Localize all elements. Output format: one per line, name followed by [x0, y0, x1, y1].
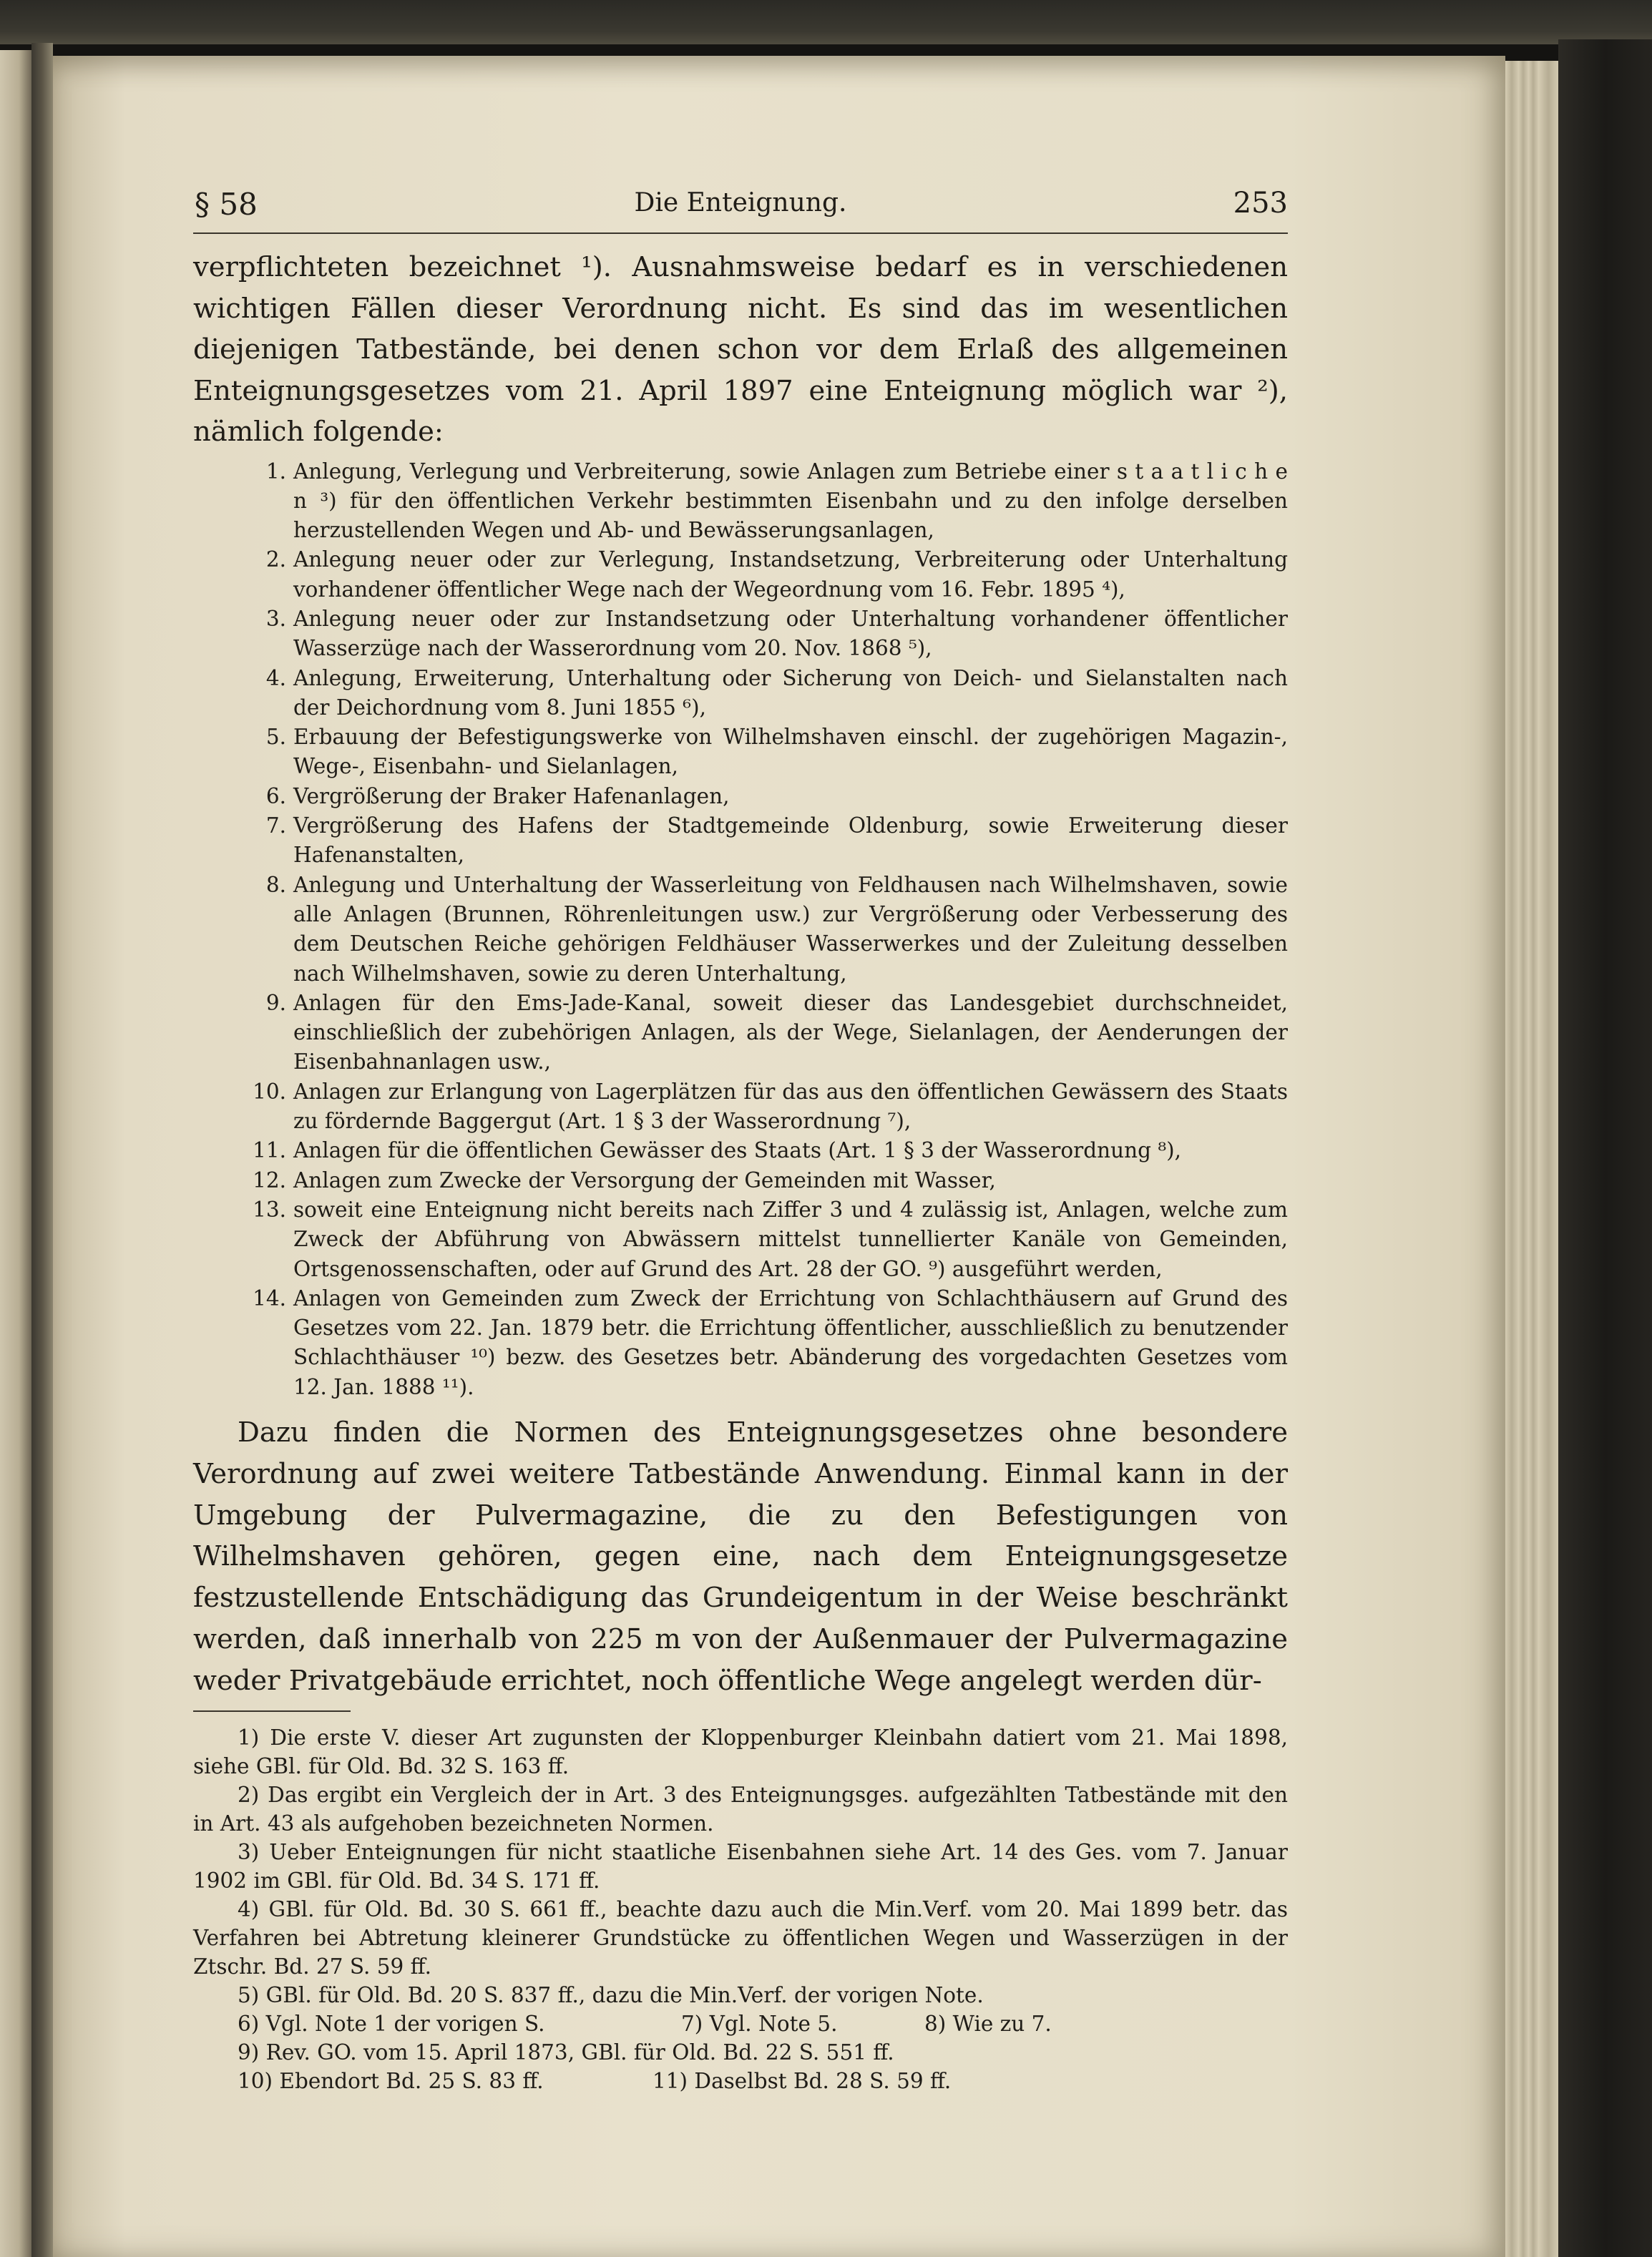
footnote: 10) Ebendort Bd. 25 S. 83 ff.	[238, 2068, 544, 2093]
intro-paragraph	[193, 247, 1288, 453]
item-number: 9.	[265, 990, 286, 1015]
item-number: 6.	[265, 783, 286, 808]
item-number: 14.	[253, 1286, 286, 1311]
item-number: 4.	[265, 665, 286, 690]
item-number: 8.	[265, 872, 286, 897]
footnote-rule	[193, 1710, 351, 1712]
footnote: 6) Vgl. Note 1 der vorigen S.	[238, 2011, 545, 2036]
footnote: 3) Ueber Enteignungen für nicht staatliche Eisenbahnen siehe Art. 14 des Ges. vom 7. Januar 1902 im GBl. für Old. Bd. 34 S. 171 ff.	[193, 1839, 1288, 1893]
item-text: soweit eine Enteignung nicht bereits nach Ziffer 3 und 4 zulässig ist, Anlagen, welche zum Zweck der Abführung von Abwässern mittelst tunnellierter Kanäle von Gemeinden, Ortsgenossenschaften, oder auf Grund des Art. 28 der GO. ⁹) ausgeführt werden,	[293, 1197, 1288, 1281]
item-text: Anlagen von Gemeinden zum Zweck der Errichtung von Schlachthäusern auf Grund des Gesetzes vom 22. Jan. 1879 betr. die Errichtung öffentlicher, ausschließlich zu benutzender Schlachthäuser ¹⁰) bezw. des Gesetzes betr. Abänderung des vorgedachten Gesetzes vom 12. Jan. 1888 ¹¹).	[293, 1286, 1288, 1399]
footnote: 1) Die erste V. dieser Art zugunsten der Kloppenburger Kleinbahn datiert vom 21. Mai 1898, siehe GBl. für Old. Bd. 32 S. 163 ff.	[193, 1725, 1288, 1778]
item-text: Vergrößerung des Hafens der Stadtgemeinde Oldenburg, sowie Erweiterung dieser Hafenanstalten,	[293, 813, 1288, 868]
item-number: 2.	[265, 547, 286, 572]
list-item	[193, 723, 1288, 782]
item-number: 7.	[265, 813, 286, 838]
page-edge	[1528, 61, 1538, 2257]
book-gutter	[31, 43, 53, 2257]
item-text: Anlagen für den Ems-Jade-Kanal, soweit dieser das Landesgebiet durchschneidet, einschließlich der zubehörigen Anlagen, als der Wege, Sielanlagen, der Aenderungen der Eisenbahnanlagen usw.,	[293, 990, 1288, 1074]
list-item	[193, 545, 1288, 604]
item-text: Erbauung der Befestigungswerke von Wilhelmshaven einschl. der zugehörigen Magazin-, Wege-, Eisenbahn- und Sielanlagen,	[293, 725, 1288, 779]
item-text: Anlegung, Verlegung und Verbreiterung, sowie Anlagen zum Betriebe einer s t a a t l i c h e n ³) für den öffentlichen Verkehr bestimmten Eisenbahn und zu den infolge derselben herzustellenden Wegen und Ab- und Bewässerungsanlagen,	[293, 459, 1288, 543]
facing-page-edge	[0, 50, 31, 2257]
item-number: 13.	[253, 1197, 286, 1222]
list-item	[193, 664, 1288, 723]
list-item	[193, 782, 1288, 811]
item-text: Vergrößerung der Braker Hafenanlagen,	[293, 783, 730, 808]
book-cover-top	[0, 0, 1652, 44]
footnote: 4) GBl. für Old. Bd. 30 S. 661 ff., beachte dazu auch die Min.Verf. vom 20. Mai 1899 betr. das Verfahren bei Abtretung kleinerer Grundstücke zu öffentlichen Wegen und Wasserzügen in der Ztschr. Bd. 27 S. 59 ff.	[193, 1896, 1288, 1979]
item-text: Anlagen zum Zwecke der Versorgung der Gemeinden mit Wasser,	[293, 1167, 996, 1193]
footnote: 5) GBl. für Old. Bd. 20 S. 837 ff., dazu die Min.Verf. der vorigen Note.	[238, 1982, 984, 2007]
list-item	[193, 871, 1288, 989]
list-item	[193, 811, 1288, 871]
item-text: Anlegung und Unterhaltung der Wasserleitung von Feldhausen nach Wilhelmshaven, sowie alle Anlagen (Brunnen, Röhrenleitungen usw.) zur Vergrößerung oder Verbesserung des dem Deutschen Reiche gehörigen Feldhäuser Wasserwerkes und der Zuleitung desselben nach Wilhelmshaven, sowie zu deren Unterhaltung,	[293, 872, 1288, 986]
item-number: 3.	[265, 606, 286, 631]
footnote: 11) Daselbst Bd. 28 S. 59 ff.	[653, 2068, 952, 2093]
item-text: Anlegung neuer oder zur Instandsetzung oder Unterhaltung vorhandener öffentlicher Wasserzüge nach der Wasserordnung vom 20. Nov. 1868 ⁵),	[293, 606, 1288, 661]
list-item	[193, 1284, 1288, 1402]
footnotes	[193, 1723, 1288, 2095]
page-edge	[1538, 61, 1558, 2257]
footnote: 9) Rev. GO. vom 15. April 1873, GBl. für Old. Bd. 22 S. 551 ff.	[238, 2040, 894, 2065]
running-title: Die Enteignung.	[634, 188, 847, 217]
footnote: 8) Wie zu 7.	[924, 2011, 1052, 2036]
item-number: 1.	[265, 459, 286, 484]
item-number: 11.	[253, 1138, 286, 1163]
item-number: 10.	[253, 1079, 286, 1104]
item-number: 12.	[253, 1167, 286, 1193]
page-number: 253	[1233, 187, 1288, 220]
running-header	[193, 182, 1288, 234]
item-text: Anlegung, Erweiterung, Unterhaltung oder Sicherung von Deich- und Sielanstalten nach der Deichordnung vom 8. Juni 1855 ⁶),	[293, 665, 1288, 720]
book-cover	[1558, 39, 1652, 2257]
page-edge	[1518, 61, 1528, 2257]
list-item	[193, 1077, 1288, 1137]
page-content	[193, 182, 1288, 2095]
footnote-row	[193, 2009, 1288, 2038]
item-number: 5.	[265, 725, 286, 750]
item-text: Anlegung neuer oder zur Verlegung, Instandsetzung, Verbreiterung oder Unterhaltung vorhandener öffentlicher Wege nach der Wegeordnung vom 16. Febr. 1895 ⁴),	[293, 547, 1288, 602]
paragraph: verpflichteten bezeichnet ¹). Ausnahmsweise bedarf es in verschiedenen wichtigen Fällen dieser Verordnung nicht. Es sind das im wesentlichen diejenigen Tatbestände, bei denen schon vor dem Erlaß des allgemeinen Enteignungsgesetzes vom 21. April 1897 eine Enteignung möglich war ²), nämlich folgende:	[193, 251, 1288, 448]
enumerated-list	[193, 457, 1288, 1403]
page-edge	[1505, 61, 1518, 2257]
list-item	[193, 457, 1288, 546]
list-item	[193, 604, 1288, 664]
list-item	[193, 1195, 1288, 1284]
item-text: Anlagen für die öffentlichen Gewässer des Staats (Art. 1 § 3 der Wasserordnung ⁸),	[293, 1138, 1182, 1163]
footnote: 7) Vgl. Note 5.	[681, 2011, 838, 2036]
footnote: 2) Das ergibt ein Vergleich der in Art. 3 des Enteignungsges. aufgezählten Tatbestände mit den in Art. 43 als aufgehoben bezeichneten Normen.	[193, 1782, 1288, 1836]
list-item	[193, 1136, 1288, 1165]
list-item	[193, 1166, 1288, 1195]
item-text: Anlagen zur Erlangung von Lagerplätzen für das aus den öffentlichen Gewässern des Staats zu fördernde Baggergut (Art. 1 § 3 der Wasserordnung ⁷),	[293, 1079, 1288, 1134]
list-item	[193, 989, 1288, 1077]
closing-paragraph: Dazu finden die Normen des Enteignungsgesetzes ohne besondere Verordnung auf zwei weitere Tatbestände Anwendung. Einmal kann in der Umgebung der Pulvermagazine, die zu den Befestigungen von Wilhelmshaven gehören, gegen eine, nach dem Enteignungsgesetze festzustellende Entschädigung das Grundeigentum in der Weise beschränkt werden, daß innerhalb von 225 m von der Außenmauer der Pulvermagazine weder Privatgebäude errichtet, noch öffentliche Wege angelegt werden dür-	[193, 1416, 1288, 1697]
footnote-row	[193, 2067, 1288, 2095]
section-number: § 58	[195, 187, 258, 222]
